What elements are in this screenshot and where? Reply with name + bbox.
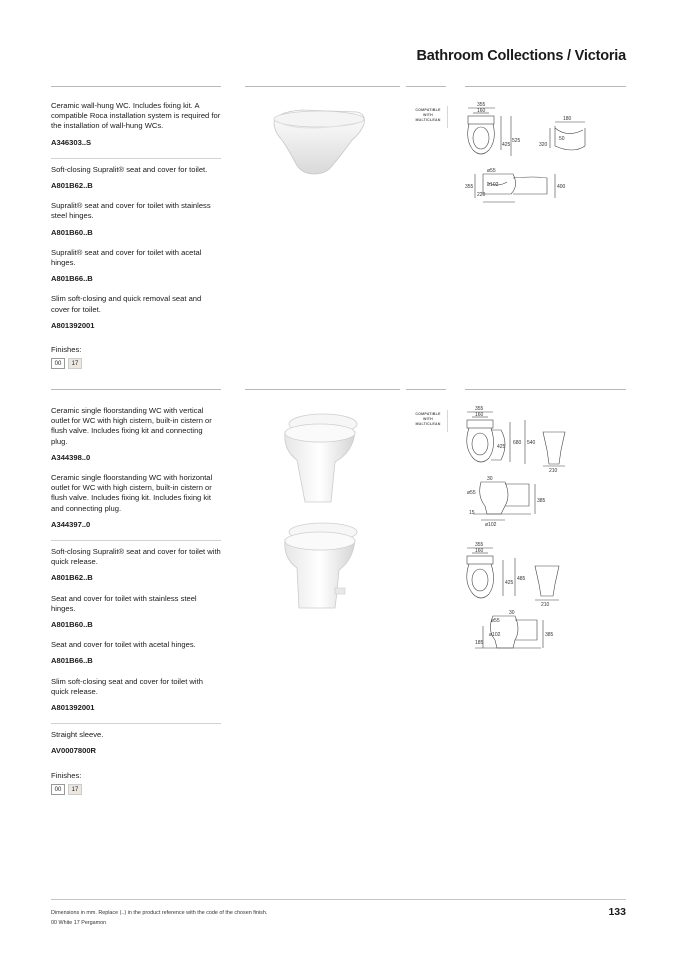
product-description: Straight sleeve. [51, 730, 104, 740]
product-description: Supralit® seat and cover for toilet with stainless steel hinges. [51, 201, 211, 221]
finishes-label: Finishes: [51, 770, 82, 780]
dimension-label: 15 [469, 510, 475, 516]
wall-hung-wc-image [262, 100, 372, 180]
dimension-label: ø102 [485, 522, 497, 528]
product-text-column [51, 101, 221, 369]
product-description: Slim soft-closing seat and cover for toilet with quick release. [51, 676, 203, 696]
dimension-label: 185 [475, 640, 484, 646]
dimension-label: ø102 [487, 182, 499, 188]
dimension-label: 355 [475, 406, 484, 412]
product-description: Ceramic single floorstanding WC with horizontal outlet for WC with high cistern, built-in cistern or flush valve. Includes fixing kit. Includes fixing kit and connecting plug. [51, 473, 213, 513]
dimension-label: 425 [502, 142, 511, 148]
finish-swatch-white: 00 [51, 358, 65, 369]
divider [51, 158, 221, 159]
divider [465, 389, 626, 390]
wall-hung-wc-technical-drawing [455, 98, 635, 208]
divider [51, 389, 221, 390]
dimension-label: ø55 [491, 618, 500, 624]
product-reference: A344398..0 [51, 452, 91, 462]
dimension-label: ø55 [487, 168, 496, 174]
dimension-label: 385 [545, 632, 554, 638]
product-reference: A801B60..B [51, 227, 93, 237]
footer-divider [51, 899, 626, 900]
dimension-label: 180 [563, 116, 572, 122]
dimension-label: 320 [539, 142, 548, 148]
dimension-label: 485 [517, 576, 526, 582]
product-reference: A801B60..B [51, 620, 93, 630]
floorstanding-wc-vertical-technical-drawing [455, 402, 585, 532]
dimension-label: 400 [557, 184, 566, 190]
product-reference: A346303..S [51, 137, 92, 147]
multiclean-badge [413, 410, 448, 432]
product-description: Soft-closing Supralit® seat and cover for toilet with quick release. [51, 547, 221, 567]
dimension-label: 160 [475, 548, 484, 554]
dimension-label: 425 [497, 444, 506, 450]
product-reference: A801B66..B [51, 274, 93, 284]
product-description: Slim soft-closing and quick removal seat and cover for toilet. [51, 294, 202, 314]
multiclean-badge [413, 106, 448, 128]
dimension-label: 355 [465, 184, 474, 190]
dimension-label: 355 [475, 542, 484, 548]
product-description: Ceramic wall-hung WC. Includes fixing kit. A compatible Roca installation system is required for the installation of wall-hung WCs. [51, 101, 221, 131]
footer-note: Dimensions in mm. Replace (..) in the product reference with the code of the chosen finish. [51, 910, 268, 916]
dimension-label: 525 [512, 138, 521, 144]
dimension-label: ø102 [489, 632, 501, 638]
divider [406, 86, 446, 87]
product-reference: A801392001 [51, 320, 95, 330]
product-reference: A801392001 [51, 703, 95, 713]
badge-text: COMPATIBLE WITH MULTICLEAN [415, 412, 441, 426]
finishes-label: Finishes: [51, 345, 82, 355]
divider [465, 86, 626, 87]
dimension-label: 220 [477, 192, 486, 198]
dimension-label: 160 [477, 108, 486, 114]
product-reference: A801B62..B [51, 573, 93, 583]
finish-swatch-pergamon: 17 [68, 358, 82, 369]
divider [51, 540, 221, 541]
dimension-label: 680 [513, 440, 522, 446]
product-reference: A344397..0 [51, 519, 91, 529]
dimension-label: 540 [527, 440, 536, 446]
dimension-label: 425 [505, 580, 514, 586]
product-description: Soft-closing Supralit® seat and cover for toilet. [51, 164, 208, 174]
floorstanding-wc-vertical-image [277, 406, 361, 506]
footer-finish-legend: 00 White 17 Pergamon [51, 920, 107, 926]
finish-swatches [51, 358, 221, 369]
dimension-label: 355 [477, 102, 486, 108]
dimension-label: 160 [475, 412, 484, 418]
divider [245, 389, 400, 390]
dimension-label: 210 [549, 468, 558, 474]
dimension-label: 50 [559, 136, 565, 142]
floorstanding-wc-horizontal-image [277, 516, 361, 616]
floorstanding-wc-horizontal-technical-drawing [455, 540, 585, 660]
divider [245, 86, 400, 87]
product-description: Seat and cover for toilet with acetal hinges. [51, 640, 196, 650]
product-reference: A801B62..B [51, 181, 93, 191]
product-reference: A801B66..B [51, 656, 93, 666]
finish-swatches [51, 784, 221, 795]
product-description: Supralit® seat and cover for toilet with acetal hinges. [51, 247, 202, 268]
dimension-label: 210 [541, 602, 550, 608]
dimension-label: 30 [509, 610, 515, 616]
divider [51, 86, 221, 87]
finish-swatch-white: 00 [51, 784, 65, 795]
divider [51, 723, 221, 724]
product-description: Seat and cover for toilet with stainless steel hinges. [51, 593, 197, 613]
product-description: Ceramic single floorstanding WC with vertical outlet for WC with high cistern, built-in cistern or flush valve. Includes fixing kit and connecting plug. [51, 406, 212, 446]
dimension-label: ø55 [467, 490, 476, 496]
dimension-label: 30 [487, 476, 493, 482]
page-title: Bathroom Collections / Victoria [416, 48, 626, 64]
page-number: 133 [608, 906, 626, 918]
divider [406, 389, 446, 390]
finish-swatch-pergamon: 17 [68, 784, 82, 795]
dimension-label: 385 [537, 498, 546, 504]
product-text-column [51, 406, 221, 795]
badge-text: COMPATIBLE WITH MULTICLEAN [415, 108, 441, 122]
product-reference: AV0007800R [51, 746, 97, 756]
